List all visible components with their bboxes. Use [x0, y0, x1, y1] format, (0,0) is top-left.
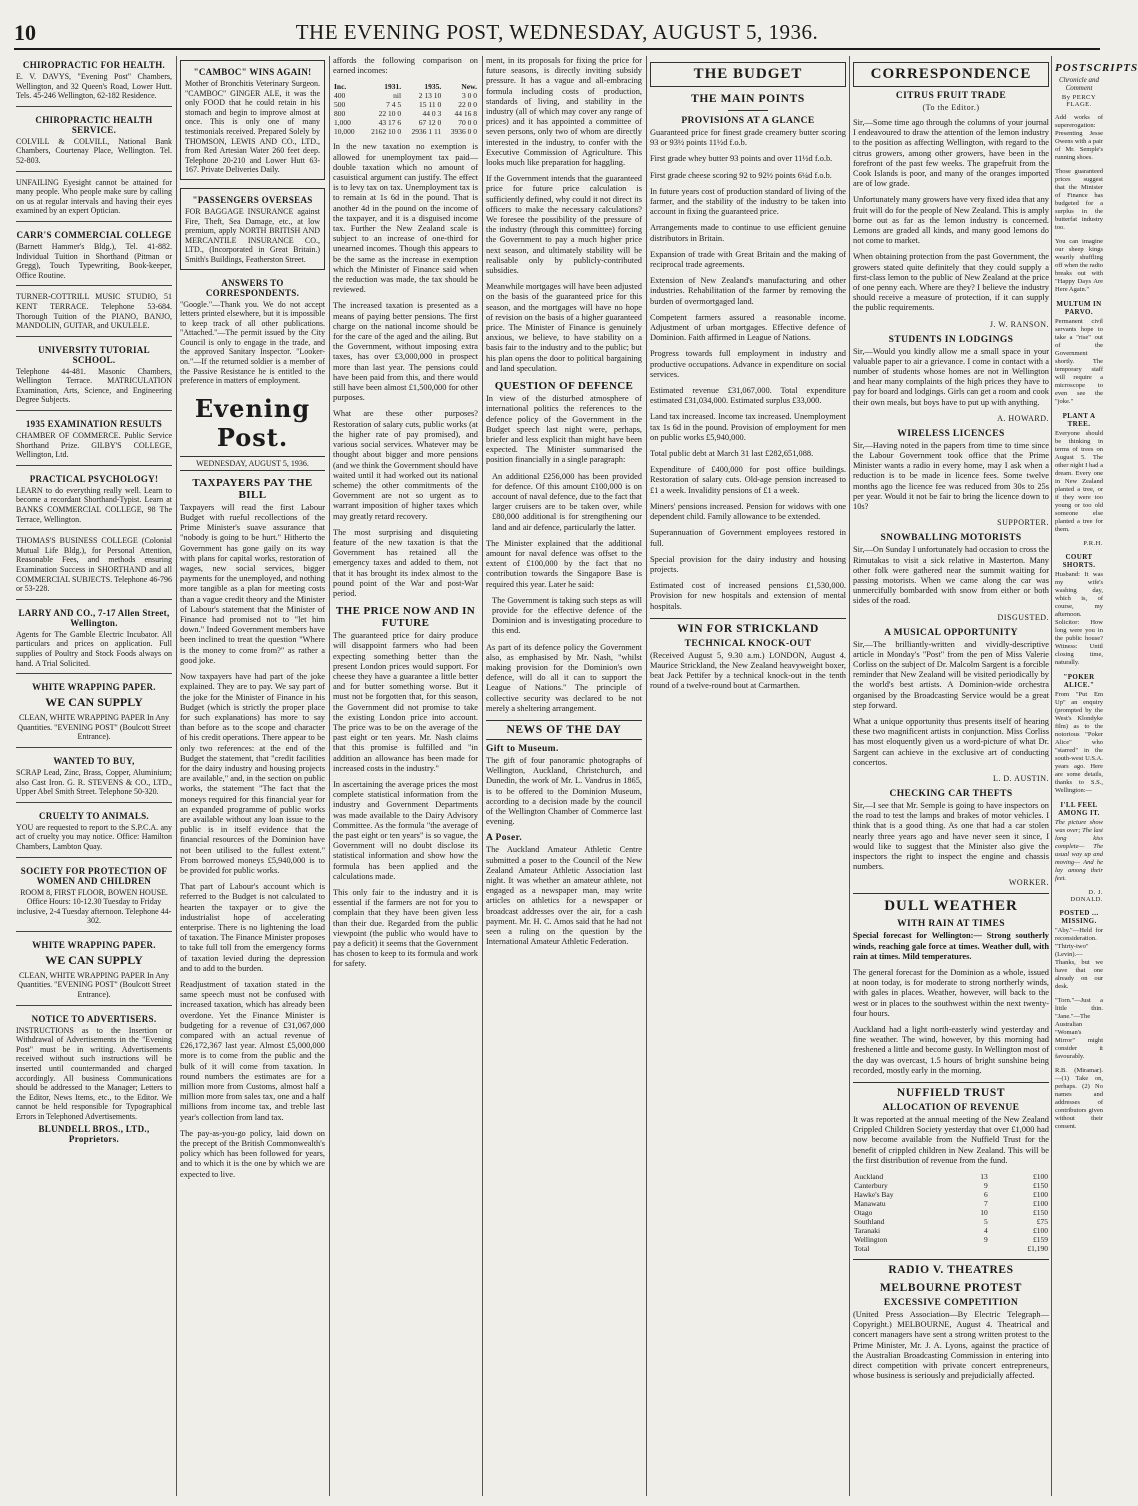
editorial-headline: TAXPAYERS PAY THE BILL	[192, 476, 313, 501]
table-cell: New.	[461, 82, 477, 92]
ad-text: FOR BAGGAGE INSURANCE against Fire, Theft, Sea Damage, etc., at low premium, apply NORTH BRITISH AND MERCANTILE INSURANCE CO., LTD., (Incorporated in Great Britain.) Smith's Buildings, Featherston Street.	[185, 206, 320, 264]
paragraph: R.B. (Miramar).—(1) Take on, perhaps. (2) No names and addresses of contributors given without their consent.	[1055, 1067, 1103, 1130]
paragraph: In view of the disturbed atmosphere of international politics the references to the defence policy of the Government in the Budget speech last night were, perhaps, briefer and less explicit than might have been expected. The Minister summarised the position financially in a single paragraph:	[486, 394, 642, 465]
paragraph: The Auckland Amateur Athletic Centre submitted a poser to the Council of the New Zealand Amateur Athletic Association last night. It was whether an amateur athlete, not engaged as a newspaper man, may write articles on athletics for a newspaper or broadcast addresses over the air, for a cash payment. Mr. H. C. Amos said that he had not seen a ruling on the question by the International Amateur Athletic Federation.	[486, 845, 642, 947]
budget-point: First grade cheese scoring 92 to 92½ points 6¼d f.o.b.	[650, 170, 832, 180]
table-cell: 13	[980, 1172, 988, 1182]
ad-text: Agents for The Gamble Electric Incubator. All particulars and prices on application. Full supplies of Poultry and Stock Foods always on hand. A Trial Solicited.	[16, 629, 172, 668]
ad-title: WHITE WRAPPING PAPER.	[32, 939, 156, 950]
table-cell: 10,000	[334, 127, 355, 137]
table-cell: 22 0 0	[458, 100, 477, 110]
table-cell: £100	[1033, 1199, 1048, 1209]
letter-text: Sir,—Would you kindly allow me a small space in your valuable paper to air a grievance. I come in contact with a number of students whose homes are not in Wellington and hear many complaints of the high prices they have to pay for board and lodgings. Girls can get a room and cook their own meals, but boys have to put up with anything.	[853, 346, 1049, 407]
table-cell: £1,190	[1027, 1244, 1048, 1254]
quoted-paragraph: The Government is taking such steps as will provide for the effective defence of the Dominion and is investigating procedure to this end.	[492, 595, 642, 636]
column-rule	[482, 56, 483, 1496]
letter-signature: WORKER.	[1008, 878, 1049, 888]
editorial-headline: THE PRICE NOW AND IN FUTURE	[335, 605, 476, 630]
budget-point: Extension of New Zealand's manufacturing and other industries. Rehabilitation of the farmer by removing the burden of overmortgaged land.	[650, 276, 846, 306]
table-cell: 2 13 10	[418, 91, 442, 101]
table-cell: 3936 0 0	[450, 127, 477, 137]
table-cell: 10	[980, 1208, 988, 1218]
table-cell: 2936 1 11	[411, 127, 442, 137]
letter-heading: A MUSICAL OPPORTUNITY	[884, 627, 1018, 638]
classified-ad	[16, 341, 172, 411]
paragraph: (Received August 5, 9.30 a.m.) LONDON, August 4. Maurice Strickland, the New Zealand heavyweight boxer, beat Jack Pettifer by a technical knock-out in the tenth round of a twelve-round bout at Carmarthen.	[650, 650, 846, 691]
paragraph: Permanent civil servants hope to take a "rise" out of the Government shortly. The temporary staff will require a microscope to even see the "joke."	[1055, 318, 1103, 405]
paragraph: Those guaranteed prices suggest that the Minister of Finance has budgeted for a surplus in the butterfat industry too.	[1055, 168, 1103, 231]
table-cell: 9	[983, 1235, 988, 1245]
table-cell: Otago	[854, 1208, 873, 1218]
letter-signature: L. D. AUSTIN.	[992, 773, 1049, 783]
page-number: 10	[14, 20, 36, 45]
table-cell: £75	[1036, 1217, 1048, 1227]
paragraph: Taxpayers will read the first Labour Budget with rueful recollections of the Prime Minister's suave assurance that "nobody is going to be hurt." Hitherto the Government has gone gaily on its way with plans for capital works, restoration of wages, new social services, bigger payments for the unemployed, and nothing more tangible as a plan for meeting costs than a vague credit theory and the Minister of Labour's statement that the Minister of Finance had promised not to "let him down." Indeed Government members have been inclined to treat the question "Where is the money to come from?" as rather a good joke.	[180, 502, 325, 665]
classified-ad	[16, 807, 172, 858]
budget-point: Land tax increased. Income tax increased. Unemployment tax 1s 6d in the pound. Provision of employment for men on public works £5,940,000.	[650, 412, 846, 442]
budget-point: Miners' pensions increased. Pension for widows with one dependent child. Family allowance to be extended.	[650, 501, 846, 522]
column-correspondence	[853, 56, 1049, 1496]
table-cell: 3 0 0	[462, 91, 477, 101]
ad-text: THOMAS'S BUSINESS COLLEGE (Colonial Mutual Life Bldg.), for Personal Attention, Reasonable Fees, and methods ensuring Examination Success in SHORTHAND and all COMMERCIAL SUBJECTS. Telephone 46-796 or 53-228.	[16, 536, 172, 594]
paragraph: Readjustment of taxation stated in the same speech must not be confused with increased taxation, which has already been overdone. Yet the Finance Minister is budgeting for a revenue of £31,067,000 compared with an actual revenue of £26,172,367 last year. Almost £5,000,000 more is to come from the public and the bulk of it will come from taxation. In round numbers the estimates are for a million more from Customs, almost half a million more from sales tax, one and a half millions from income tax, and treble last year's collection from land tax.	[180, 979, 325, 1122]
ad-box	[180, 188, 325, 270]
paragraph: From "Put Em Up" an enquiry (prompted by the West's Klondyke film) as to the notorious "Poker Alice" who "starred" in the south-west U.S.A. years ago. Here are some details, thanks to S.S., Wellington:—	[1055, 691, 1103, 794]
ad-text: CLEAN, WHITE WRAPPING PAPER In Any Quantities. "EVENING POST" (Boulcott Street Entrance).	[17, 713, 171, 742]
sport-subheading: TECHNICAL KNOCK-OUT	[684, 638, 812, 649]
ad-title: NOTICE TO ADVERTISERS.	[31, 1013, 157, 1024]
allocation-table	[853, 1172, 1049, 1253]
paragraph: In the new taxation no exemption is allowed for unemployment tax paid—double taxation which no amount of casuistical argument can justify. The effect is to levy tax on tax. Unemployment tax is to remain at 1s 6d in the pound. That is another 4d in the pound on the income of the taxpayer, and it is a disguised income tax. Further the New Zealand scale is subject to an increase of one-third for unearned incomes. Though this appears to be the same as the increase in exemption which the Minister of Finance said when the reduction was made, the tax should be reviewed.	[333, 142, 478, 295]
answers-heading: ANSWERS TO CORRESPONDENTS.	[205, 277, 300, 298]
ad-title: UNIVERSITY TUTORIAL SCHOOL.	[38, 344, 150, 365]
letter-signature: DISGUSTED.	[997, 612, 1049, 622]
letter-text: What a unique opportunity thus presents itself of hearing these two magnificent artists in conjunction. Miss Corliss has most eloquently given us a word-picture of what Dr. Sargent can achieve in the exclusive art of conducting concertos.	[853, 716, 1049, 767]
ad-title: 1935 EXAMINATION RESULTS	[25, 419, 163, 430]
letter-heading: WIRELESS LICENCES	[897, 428, 1005, 439]
table-row	[333, 82, 478, 91]
ad-text: COLVILL & COLVILL, National Bank Chambers, Courtenay Place, Wellington. Tel. 52-803.	[16, 136, 172, 165]
paragraph: ment, in its proposals for fixing the price for future seasons, is directly inviting subsidy pressure. It has a vague and all-embracing formula including costs of production, standards of living, and stability in the industry (all of which may cover any range of prices) and it has appointed a committee of seven persons, only two of whom are directly interested in the industry, to confer with the Executive Commission of Agriculture. This looks much like preparation for haggling.	[486, 56, 642, 168]
ad-title: "CAMBOC" WINS AGAIN!	[193, 67, 312, 77]
weather-forecast: Special forecast for Wellington:— Strong southerly winds, reaching gale force at times. Weather dull, with rain at times. Mild temperatures.	[853, 931, 1049, 961]
table-cell: 1,000	[334, 118, 351, 128]
classified-ad	[16, 470, 172, 530]
table-cell: 7 4 5	[386, 100, 402, 110]
classified-ad	[16, 226, 172, 286]
ad-text: CLEAN, WHITE WRAPPING PAPER In Any Quantities. "EVENING POST" (Boulcott Street Entrance).	[17, 970, 171, 1000]
classified-ad	[16, 604, 172, 674]
table-row	[333, 91, 478, 100]
classified-ad	[16, 111, 172, 172]
column-budget	[650, 56, 846, 1496]
ad-text: CHAMBER OF COMMERCE. Public Service Shorthand Prize. GILBY'S COLLEGE, Wellington, Ltd.	[16, 431, 172, 460]
trust-heading: NUFFIELD TRUST	[853, 1082, 1049, 1099]
budget-point: Special provision for the dairy industry and housing projects.	[650, 554, 846, 574]
postscript-heading: PLANT A TREE.	[1062, 412, 1096, 428]
paragraph: The most surprising and disquieting feature of the new taxation is that the Government has retained all the emergency taxes and added to them, not that it has brought its index almost to the pound point of the War and post-War period.	[333, 527, 478, 598]
table-cell: Manawatu	[854, 1199, 886, 1209]
table-cell: 5	[983, 1217, 988, 1227]
classified-ad	[16, 176, 172, 222]
classified-ad	[16, 415, 172, 466]
budget-point: Guaranteed price for finest grade creamery butter scoring 93 or 93½ points 11½d f.o.b.	[650, 128, 846, 148]
table-cell: Wellington	[854, 1235, 888, 1245]
signature: P.R.H.	[1083, 540, 1103, 547]
paragraph: The gift of four panoramic photographs of Wellington, Auckland, Christchurch, and Dunedin, the work of Mr. L. Vandrus in 1865, is to be offered to the Dominion Museum, according to a decision made by the council of the Wellington Chamber of Commerce last evening.	[486, 755, 642, 827]
table-cell: 800	[334, 109, 346, 119]
classified-ad	[16, 936, 172, 1006]
paragraph: "Torn."—Just a little thin. "Jane."—The Australian "Woman's Mirror" might consider it favourably.	[1055, 997, 1103, 1060]
news-subheading: A Poser.	[486, 833, 523, 844]
table-cell: 6	[983, 1190, 988, 1200]
budget-point: Competent farmers assured a reasonable income. Adjustment of urban mortgages. Effective defence of Dominion. Faith affirmed in League of Nations.	[650, 312, 846, 343]
ad-title: WANTED TO BUY,	[53, 755, 135, 766]
proprietors-signature: BLUNDELL BROS., LTD., Proprietors.	[38, 1123, 150, 1144]
paragraph: You can imagine our sheep kings wearily shuffling off when the radio breaks out with "Happy Days Are Here Again."	[1055, 238, 1103, 293]
column-classifieds	[16, 56, 172, 1496]
table-cell: 4	[983, 1226, 988, 1236]
column-editorial-3	[486, 56, 642, 1496]
sport-heading: WIN FOR STRICKLAND	[650, 618, 846, 635]
budget-heading: THE BUDGET	[650, 62, 846, 87]
classified-ad	[16, 56, 172, 107]
postscript-heading: MULTUM IN PARVO.	[1056, 300, 1102, 316]
table-cell: £100	[1033, 1190, 1048, 1200]
table-cell: 7	[983, 1199, 988, 1209]
table-cell: 22 10 0	[378, 109, 402, 119]
budget-point: Expenditure of £400,000 for post office buildings. Restoration of salary cuts. Old-age pension increased to £1 a week. Invalidity pensions of £1 a week.	[650, 465, 846, 495]
classified-ad	[16, 290, 172, 336]
column-rule	[329, 56, 330, 1496]
paragraph: The pay-as-you-go policy, laid down on the precept of the British Commonwealth's policy which has been followed for years, and to which it is the one by which we are expected to live.	[180, 1128, 325, 1179]
table-cell: £150	[1033, 1208, 1048, 1218]
table-cell: 70 0 0	[458, 118, 477, 128]
ad-title: CHIROPRACTIC FOR HEALTH.	[22, 60, 166, 70]
letter-signature: A. HOWARD.	[997, 413, 1049, 423]
table-row	[853, 1190, 1049, 1199]
table-cell: £100	[1033, 1226, 1048, 1236]
table-cell: 500	[334, 100, 346, 110]
table-cell: 400	[334, 91, 346, 101]
table-cell: Total	[854, 1244, 870, 1254]
table-row	[333, 127, 478, 136]
news-of-the-day-heading: NEWS OF THE DAY	[486, 720, 642, 740]
ad-text: Mother of Bronchitis Veterinary Surgeon. "CAMBOC" GINGER ALE, it was the only FOOD that he could retain in his stomach and begin to improve almost at once. This is only one of many testimonials received. Prepared Solely by THOMSON, LEWIS AND CO., LTD., from Red Artesian Water 260 feet deep. Telephone 20-210 and Lower Hutt 63-167. Private Deliveries Daily.	[185, 79, 320, 175]
budget-subheading: PROVISIONS AT A GLANCE	[681, 116, 815, 126]
table-cell: Taranaki	[854, 1226, 881, 1236]
column-rule	[1051, 56, 1052, 1496]
dateline: WEDNESDAY, AUGUST 5, 1936.	[180, 456, 325, 471]
tax-table	[333, 82, 478, 136]
letter-text: Sir,—On Sunday I unfortunately had occasion to cross the Rimutakas to visit a sick relative in Masterton. Many other folk were gathered near the summit waiting for passing motorists. When we came along the car was unmercifully bombarded with snow from either or both sides of the road.	[853, 545, 1049, 606]
paragraph: The guaranteed price for dairy produce will disappoint farmers who had been expecting something better than the present London prices would support. For cheese they have a guarantee a little better and for butter something worse. But it must not be forgotten that, for this season, the Government did not promise to take the existing London price into account. The price was to be on the average of the past eight or ten years. Mr. Nash claims that this promise is fulfilled and "in addition an allowance has been made for increased costs in the industry."	[333, 631, 478, 773]
letter-signature: J. W. RANSON.	[989, 319, 1049, 329]
postscript-heading: "POKER ALICE."	[1063, 673, 1095, 689]
paragraph: That part of Labour's account which is referred to the Budget is not calculated to hearten the taxpayer or to give the industrialist hope of accelerating enterprise. There is no lightening the load of taxation. The Finance Minister proposes to take full toll from the emergency forms of taxation levied during the depression and to add to the burden.	[180, 882, 325, 973]
radio-subheading: MELBOURNE PROTEST	[879, 1282, 1023, 1295]
quoted-paragraph: An additional £256,000 has been provided for defence. Of this amount £100,000 is on account of naval defence, due to the fact that larger cruisers are to be taken over, while £80,000 additional is for strengthening our land and air defence, particularly the latter.	[492, 471, 642, 532]
weather-heading: DULL WEATHER	[853, 893, 1049, 915]
ad-text: E. V. DAVYS, "Evening Post" Chambers, Wellington, and 32 Queen's Road, Lower Hutt. Tels. 45-246 Wellington, 62-182 Residence.	[16, 72, 172, 101]
table-row	[853, 1244, 1049, 1253]
paragraph: Husband: It was my wife's washing day, which is, of course, my afternoon. Solicitor: How long were you in the public house? Witness: Until closing time, naturally.	[1055, 571, 1103, 666]
letter-text: Sir,—The brilliantly-written and vividly-descriptive article in Monday's "Post" from the pen of Miss Valerie Corliss on the subject of Dr. Malcolm Sargent is a forcible reminder that New Zealand will be visited periodically by the world's best artists. A Dominion-wide orchestra organised by the Broadcasting Service would be a great step forward.	[853, 639, 1049, 710]
letter-text: Sir,—Some time ago through the columns of your journal I endeavoured to draw the attention of the lemon industry to the position as affecting Wellington, with regard to the citrus growers, among other growers, have been in the forefront of the past few weeks. The grapefruit from the Cook Islands is poor, and many of the oranges imported are of low grade.	[853, 118, 1049, 189]
answers-text: "Google."—Thank you. We do not accept letters printed elsewhere, but it is impossible to keep track of all other publications. "Attached."—The permit issued by the City Council is only to engage in the trade, and the approved Sanitary Inspector. "Looker-on."—If the returned soldier is a member of the Passive Resistance he is entitled to the preference in matters of employment.	[180, 299, 325, 386]
signature: D. J. DONALD.	[1070, 889, 1103, 903]
budget-point: Estimated revenue £31,067,000. Total expenditure estimated £31,034,000. Estimated surplus £33,000.	[650, 386, 846, 406]
table-row	[853, 1199, 1049, 1208]
ad-text: ROOM 8, FIRST FLOOR, BOWEN HOUSE. Office Hours: 10-12.30 Tuesday to Friday inclusive, 2-4 Tuesday afternoon. Telephone 44-302.	[16, 887, 172, 926]
table-cell: 1931.	[384, 82, 402, 92]
classified-ad	[16, 862, 172, 932]
paragraph: The general forecast for the Dominion as a whole, issued at noon today, is for moderate to strong northerly winds, with gales in places. Weather, however, will back to the west or in places to the southwest within the next twenty-four hours.	[853, 967, 1049, 1018]
nameplate: Evening Post.	[194, 393, 311, 452]
table-row	[853, 1235, 1049, 1244]
ad-title: LARRY AND CO., 7-17 Allen Street, Wellington.	[18, 607, 170, 628]
table-cell: 43 17 6	[378, 118, 402, 128]
ad-title: "PASSENGERS OVERSEAS	[192, 194, 313, 205]
table-cell: 9	[983, 1181, 988, 1191]
ad-headline: WE CAN SUPPLY	[45, 695, 143, 710]
ad-title: PRACTICAL PSYCHOLOGY!	[29, 473, 159, 484]
paragraph: (United Press Association—By Electric Telegraph—Copyright.) MELBOURNE, August 4. Theatrical and concert managers have sent a strong written protest to the Prime Minister, Mr. J. A. Lyons, against the practice of the Australian Broadcasting Commission in entering into direct competition with private concert entrepreneurs, whose business is seriously and prejudicially affected.	[853, 1310, 1049, 1381]
budget-point: Superannuation of Government employees restored in full.	[650, 528, 846, 548]
postscripts-heading: POSTSCRIPTS	[1055, 62, 1138, 74]
radio-subheading: EXCESSIVE COMPETITION	[883, 1298, 1019, 1309]
postscript-heading: POSTED ... MISSING.	[1059, 909, 1099, 925]
letter-text: Unfortunately many growers have very fixed idea that any fruit will do for the people of New Zealand. This is amply borne out as far as the lemon industry is concerned. Lemons are graded all kinds, and many good lemons do not come to market.	[853, 195, 1049, 246]
ad-box	[180, 60, 325, 180]
budget-point: Estimated cost of increased pensions £1,530,000. Provision for new hospitals and extension of mental hospitals.	[650, 581, 846, 611]
column-editorial-1	[180, 56, 325, 1496]
ad-text: TURNER-COTTRILL MUSIC STUDIO, 51 KENT TERRACE. Telephone 53-684. Thorough Tuition of the PIANO, BANJO, MANDOLIN, GUITAR, and UKULELE.	[16, 292, 172, 331]
table-cell: 44 16 8	[454, 109, 477, 119]
ad-text: UNFAILING Eyesight cannot be attained for many people. Who people make sure by calling on us at regular intervals and having their eyes examined by an expert Optician.	[16, 177, 172, 216]
table-row	[333, 100, 478, 109]
table-cell	[963, 1244, 988, 1253]
ad-text: INSTRUCTIONS as to the Insertion or Withdrawal of Advertisements in the "Evening Post" must be in writing. Advertisements received without such instructions will be inserted until countermanded and charged accordingly. All business Communications should be addressed to the Manager; Letters to the Editor, News Items, etc., to the Editor. We cannot be held responsible for Typographical Errors in Telephoned Advertisements.	[16, 1025, 172, 1121]
column-rule	[646, 56, 647, 1496]
editorial-headline: QUESTION OF DEFENCE	[494, 380, 634, 393]
column-rule	[176, 56, 177, 1496]
classified-ad	[16, 534, 172, 600]
to-the-editor: (To the Editor.)	[922, 103, 980, 112]
table-cell: Canterbury	[854, 1181, 888, 1191]
paragraph: Now taxpayers have had part of the joke explained. They are to pay. We say part of the joke for the Minister of Finance in his Budget (which is strictly the proper place for such explanations) has more to say than before as to the scope and character of his credit operations. There appear to be only two references: at the end of the Budget the statement, that "credit facilities for the dairy industry and housing projects are available," and, in the section on public works, the statement "The fact that the moneys required for this financial year for an expanded programme of public works are available without any loan issue to the public is in itself evidence that the financial resources of the Dominion have not been utilised to the fullest extent." From borrowed moneys £5,940,000 is to be provided for public works.	[180, 672, 325, 875]
table-row	[853, 1208, 1049, 1217]
paragraph: As part of its defence policy the Government also, as emphasised by Mr. Nash, "whilst making provision for the Dominion's own defence, will do all it can to support the League of Nations." The principle of collective security was declared to be not merely a sheltering arrangement.	[486, 642, 642, 713]
table-row	[853, 1172, 1049, 1181]
ad-text: (Barnett Hammer's Bldg.), Tel. 41-882. Individual Tuition in Shorthand (Pitman or Gregg), Touch Typewriting, Book-keeper, Office Routine.	[16, 241, 172, 280]
table-cell: Southland	[854, 1217, 885, 1227]
budget-subheading: THE MAIN POINTS	[691, 93, 805, 105]
table-cell: 67 12 0	[418, 118, 442, 128]
table-row	[333, 118, 478, 127]
letter-heading: CITRUS FRUIT TRADE	[895, 91, 1007, 101]
table-row	[853, 1217, 1049, 1226]
letter-text: When obtaining protection from the past Government, the growers stated quite definitely that they could supply a first-class lemon to the public of New Zealand at the price of one penny each. Where are they? I believe the industry should receive a measure of protection, if it can supply the public requirements.	[853, 252, 1049, 313]
table-cell: 44 0 3	[422, 109, 442, 119]
paragraph: The Minister explained that the additional amount for naval defence was offset to the extent of £100,000 by the fact that no contribution towards the Singapore Base is required this year. Later he said:	[486, 538, 642, 589]
budget-point: First grade whey butter 93 points and over 11½d f.o.b.	[650, 154, 833, 164]
paragraph: affords the following comparison on earned incomes:	[333, 56, 478, 76]
table-cell: Auckland	[854, 1172, 884, 1182]
table-cell: 15 11 0	[419, 100, 442, 110]
budget-point: In future years cost of production standard of living of the farmer, and the stability of the industry to be taken into account in fixing the guaranteed price.	[650, 186, 846, 217]
letter-heading: CHECKING CAR THEFTS	[889, 788, 1013, 799]
paragraph: Everyone should be thinking in terms of trees on August 5. The other night I had a dream. Every one in New Zealand planted a tree, or if they were too young or too old someone else planted a tree for them.	[1055, 430, 1103, 533]
ad-text: YOU are requested to report to the S.P.C.A. any act of cruelty you may notice. Office: Hamilton Chambers, Lambton Quay.	[16, 822, 172, 851]
ad-title: CARR'S COMMERCIAL COLLEGE	[16, 229, 172, 240]
divider	[728, 110, 768, 111]
table-cell: £150	[1033, 1181, 1048, 1191]
classified-ad	[16, 678, 172, 748]
table-row	[853, 1181, 1049, 1190]
paragraph: The increased taxation is presented as a means of paying better pensions. The first charge on the national income should be for the care of the aged and the ailing. But the Government, without imposing extra taxes, has over £3,000,000 in prospect more than last year. The pensions could have been paid from this, and there would still have been almost £1,500,000 for other purposes.	[333, 301, 478, 403]
ad-text: Telephone 44-481. Masonic Chambers, Wellington Terrace. MATRICULATION Examination, Arts, Science, and Engineering Degree Subjects.	[16, 366, 172, 405]
weather-subheading: WITH RAIN AT TIMES	[897, 919, 1005, 930]
trust-subheading: ALLOCATION OF REVENUE	[882, 1103, 1020, 1114]
budget-point: Progress towards full employment in industry and productive occupations. Advance in expenditure on social services.	[650, 349, 846, 379]
table-row	[853, 1226, 1049, 1235]
radio-heading: RADIO V. THEATRES	[853, 1259, 1049, 1276]
column-rule	[849, 56, 850, 1496]
paragraph: "Aby."—Held for reconsideration. "Thirty-two" (Levin).—Thanks, but we have that one already on our desk.	[1055, 927, 1103, 990]
ad-title: CRUELTY TO ANIMALS.	[39, 810, 149, 821]
postscript-heading: COURT SHORTS.	[1062, 553, 1096, 569]
correspondence-heading: CORRESPONDENCE	[853, 62, 1049, 87]
table-row	[333, 109, 478, 118]
table-cell: 2162 10 0	[371, 127, 402, 137]
ad-text: SCRAP Lead, Zinc, Brass, Copper, Aluminium; also Cast Iron. G. R. STEVENS & CO., LTD., Upper Abel Smith Street. Telephone 50-320.	[16, 767, 172, 797]
ad-text: LEARN to do everything really well. Learn to become a recordant Shorthand-Typist. Learn at BANKS COMMERCIAL COLLEGE, 98 The Terrace, Wellington.	[16, 485, 172, 524]
ad-headline: WE CAN SUPPLY	[45, 952, 143, 967]
letter-heading: SNOWBALLING MOTORISTS	[880, 533, 1022, 544]
paragraph: This only fair to the industry and it is essential if the farmers are not for you to complain that they have been given less than their due. Regarded from the public viewpoint (the public who would have to pay a deficit) it seems that the Government has chosen to keep to its formula and work for safety.	[333, 888, 478, 969]
classified-ad	[16, 752, 172, 803]
classified-ad	[16, 1010, 172, 1151]
paragraph: Add works of supererogation: Presenting Jesse Owens with a pair of Mr. Semple's running shoes.	[1055, 114, 1103, 161]
postscript-heading: I'LL FEEL AMONG IT.	[1058, 801, 1100, 817]
letter-text: Sir,—I see that Mr. Semple is going to have inspectors on the road to test the lamps and brakes of motor vehicles. I think that is a good thing. As one that had a car stolen nearly three years ago and have never seen it since, I would like to suggest that the Minister also give the inspectors the right to inspect the engine and chassis numbers.	[853, 800, 1049, 872]
table-cell: Inc.	[334, 82, 347, 92]
budget-point: Expansion of trade with Great Britain and the making of reciprocal trade agreements.	[650, 249, 846, 270]
paragraph: It was reported at the annual meeting of the New Zealand Crippled Children Society yesterday that over £1,000 had now become available from the Nuffield Trust for the benefit of crippled children in New Zealand. This will be the first distribution of revenue from the fund.	[853, 1115, 1049, 1165]
paragraph: In ascertaining the average prices the most complete statistical information from the industry and Government Departments was made available to the Dairy Advisory Committee. As the formula "the average of the past eight or ten years" is so vague, the Government will no doubt disclose its statistical information and show how the formula has been applied and the calculations made.	[333, 779, 478, 881]
letter-text: Sir,—Having noted in the papers from time to time since the Labour Government took office that the Prime Minister wants a radio in every home, may I ask when a reduction is to be made in licence fees. Some twelve months ago the licence fee was reduced from 30s to 25s per year. Would it not be fair to bring the licence down to 10s?	[853, 440, 1049, 512]
letter-signature: SUPPORTER.	[997, 518, 1049, 528]
ad-title: SOCIETY FOR PROTECTION OF WOMEN AND CHILDREN	[20, 865, 168, 886]
column-postscripts	[1055, 56, 1138, 1496]
paper-title: THE EVENING POST, WEDNESDAY, AUGUST 5, 1936.	[295, 20, 819, 44]
budget-point: Arrangements made to continue to use efficient genuine distributors in Britain.	[650, 223, 846, 243]
table-cell: Hawke's Bay	[854, 1190, 894, 1200]
letter-heading: STUDENTS IN LODGINGS	[888, 334, 1014, 345]
paragraph: If the Government intends that the guaranteed price for future price calculation is sufficiently defined, why could it not direct its officers to make the necessary calculations? We foresee the possibility of the pressure of the industry (through this committee) forcing the Government to pay a much higher price next season, and ultimately stability will be realisable only by publicly-contributed subsidies.	[486, 174, 642, 276]
table-cell: 1935.	[424, 82, 442, 92]
verse: The picture show was over; The last long kiss complete— The usual way up and moving— And he lay among their feet.	[1055, 819, 1103, 882]
paragraph: What are these other purposes? Restoration of salary cuts, public works (at the higher rate of pay promised), and various social services. Whatever may be thought about bigger and more pensions (and we think the Government should have waited until it had worked out its national scheme) the other commitments of the Government are not so urgent as to warrant imposition of higher taxes which may greatly retard recovery.	[333, 409, 478, 521]
postscripts-subheading: Chronicle and Comment	[1059, 76, 1099, 92]
paragraph: Auckland had a light north-easterly wind yesterday and fine weather. The wind, however, by this morning had freshened a little and become gusty. In Wellington most of the day was overcast, 1.5 hours of bright sunshine being recorded, mostly early in the morning.	[853, 1025, 1049, 1075]
column-editorial-2	[333, 56, 478, 1496]
byline: By PERCY FLAGE.	[1061, 94, 1097, 108]
table-cell: £159	[1033, 1235, 1048, 1245]
news-subheading: Gift to Museum.	[486, 743, 559, 754]
masthead	[14, 14, 1100, 50]
ad-title: WHITE WRAPPING PAPER.	[32, 682, 156, 693]
table-cell: £100	[1033, 1172, 1048, 1182]
ad-title: CHIROPRACTIC HEALTH SERVICE.	[35, 114, 153, 135]
budget-point: Total public debt at March 31 last £282,651,088.	[650, 449, 814, 459]
table-cell: nil	[393, 91, 402, 101]
paragraph: Meanwhile mortgages will have been adjusted on the basis of the guaranteed price for this season, and the mortgages will have no hope of revision on the basis of a higher guaranteed price. The Minister of Finance is genuinely anxious, we believe, to have stability on a basis fair to the industry and to the public; but his plan opens the door to political bargaining and land speculation.	[486, 282, 642, 373]
